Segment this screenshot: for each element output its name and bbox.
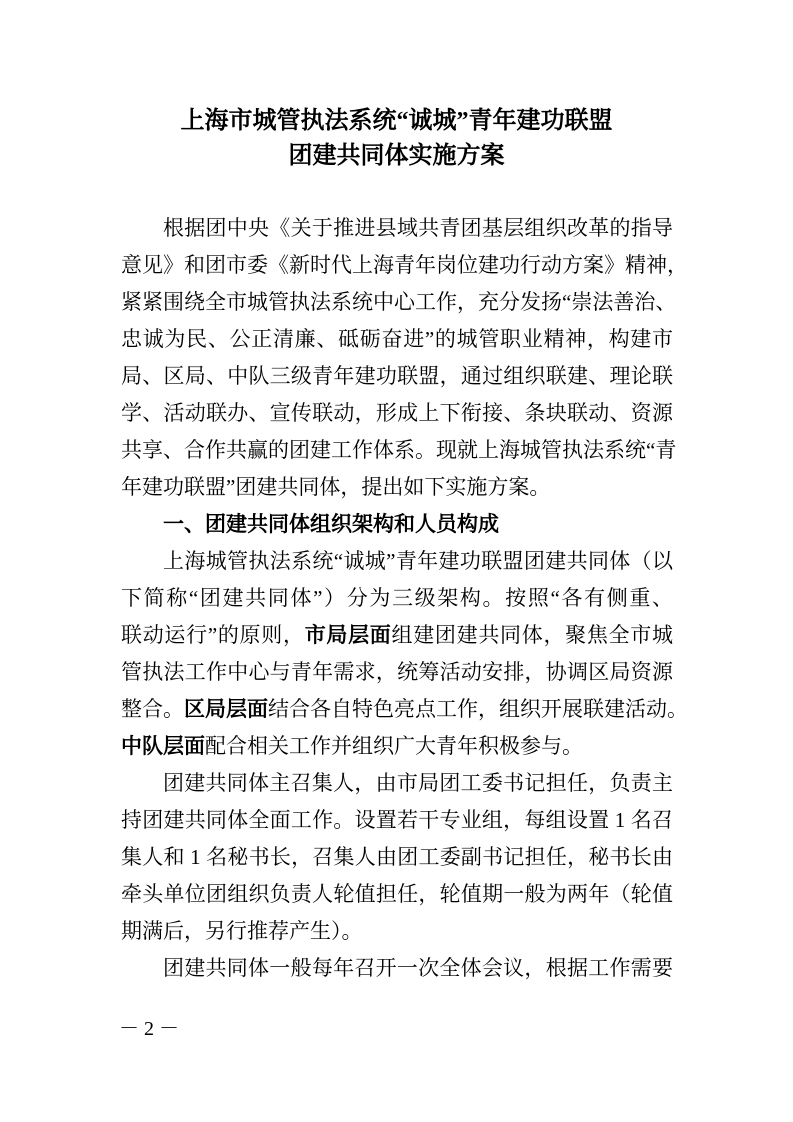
title-line-1: 上海市城管执法系统“诚城”青年建功联盟	[180, 108, 613, 134]
document-body	[121, 210, 688, 987]
text-segment: 根据团中央《关于推进县域共青团基层组织改革的指导	[163, 216, 673, 240]
text-segment: 联动运行”的原则，	[121, 623, 305, 647]
text-line	[121, 913, 673, 950]
text-line	[121, 284, 677, 321]
text-line	[121, 950, 673, 987]
text-segment: 上海城管执法系统“诚城”青年建功联盟团建共同体（以	[163, 549, 673, 573]
text-line	[121, 876, 673, 913]
text-segment: 紧紧围绕全市城管执法系统中心工作，充分发扬“崇法善治、	[121, 290, 677, 314]
text-line	[121, 469, 673, 506]
text-line	[121, 654, 673, 691]
text-segment: 整合。	[121, 697, 184, 721]
bold-text: 中队层面	[121, 734, 205, 758]
bold-text: 市局层面	[304, 623, 392, 647]
paragraph	[121, 543, 688, 765]
text-segment: 共享、合作共赢的团建工作体系。现就上海城管执法系统“青	[121, 438, 677, 462]
text-line	[121, 210, 673, 247]
text-segment: 持团建共同体全面工作。设置若干专业组，每组设置 1 名召	[121, 808, 673, 832]
text-line	[121, 321, 673, 358]
document-title	[0, 104, 793, 174]
text-line	[121, 691, 688, 728]
text-segment: 组建团建共同体，聚焦全市城	[391, 623, 673, 647]
text-segment: 配合相关工作并组织广大青年积极参与。	[205, 734, 583, 758]
text-segment: 期满后，另行推荐产生）。	[121, 919, 363, 943]
text-segment: 局、区局、中队三级青年建功联盟，通过组织联建、理论联	[121, 364, 673, 388]
text-line	[121, 839, 673, 876]
text-line	[121, 580, 673, 617]
bold-text: 区局层面	[184, 697, 268, 721]
text-segment: 结合各自特色亮点工作，组织开展联建活动。	[268, 697, 688, 721]
text-line	[121, 506, 673, 543]
text-segment: 一、团建共同体组织架构和人员构成	[163, 513, 499, 536]
text-segment: 下简称“团建共同体”）分为三级架构。按照“各有侧重、	[121, 586, 673, 610]
text-segment: 团建共同体一般每年召开一次全体会议，根据工作需要	[163, 956, 673, 980]
paragraph	[121, 765, 673, 950]
text-line	[121, 728, 673, 765]
text-line	[121, 765, 673, 802]
text-segment: 学、活动联办、宣传联动，形成上下衔接、条块联动、资源	[121, 401, 673, 425]
text-line	[121, 247, 688, 284]
title-line-2: 团建共同体实施方案	[288, 143, 505, 169]
page-number: － 2 －	[119, 1018, 179, 1040]
paragraph	[121, 950, 673, 987]
text-segment: 集人和 1 名秘书长，召集人由团工委副书记担任，秘书长由	[121, 845, 673, 869]
paragraph	[121, 210, 688, 506]
text-line	[121, 432, 677, 469]
text-line	[121, 395, 673, 432]
text-segment: 年建功联盟”团建共同体，提出如下实施方案。	[121, 475, 551, 499]
text-line	[121, 617, 673, 654]
text-segment: 意见》和团市委《新时代上海青年岗位建功行动方案》精神，	[121, 253, 688, 277]
text-segment: 忠诚为民、公正清廉、砥砺奋进”的城管职业精神，构建市	[121, 327, 673, 351]
text-line	[121, 358, 673, 395]
text-line	[121, 543, 673, 580]
section-heading	[121, 506, 673, 543]
text-segment: 管执法工作中心与青年需求，统筹活动安排，协调区局资源	[121, 660, 673, 684]
text-segment: 团建共同体主召集人，由市局团工委书记担任，负责主	[163, 771, 673, 795]
text-segment: 牵头单位团组织负责人轮值担任，轮值期一般为两年（轮值	[121, 882, 673, 906]
text-line	[121, 802, 673, 839]
